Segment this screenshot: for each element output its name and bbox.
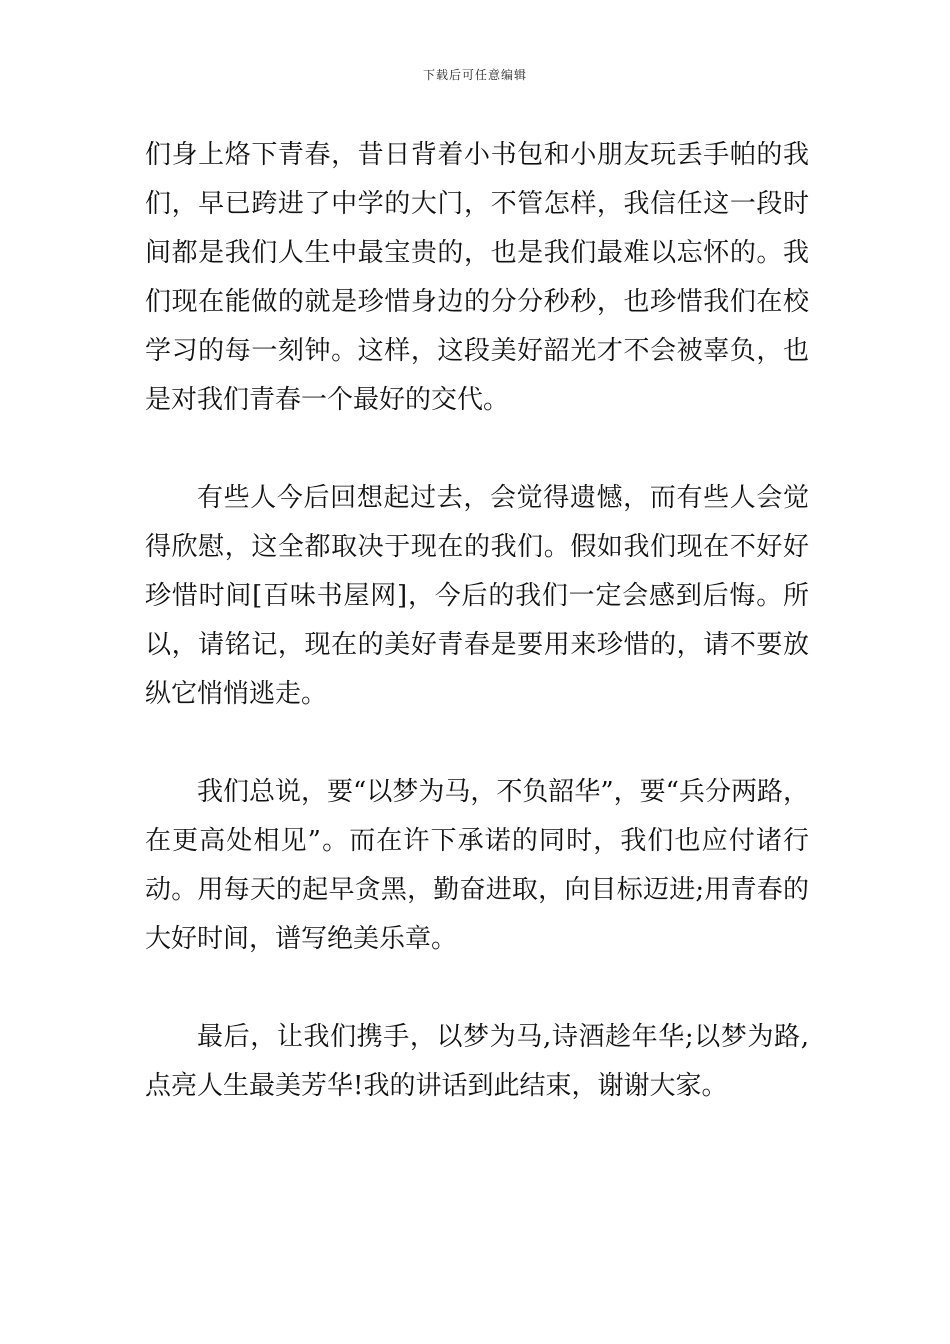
paragraph-2: 有些人今后回想起过去，会觉得遗憾，而有些人会觉得欣慰，这全都取决于现在的我们。假如我们现在不好好珍惜时间[百味书屋网]，今后的我们一定会感到后悔。所以，请铭记，现在的美好青春是要用来珍惜的，请不要放纵它悄悄逃走。	[145, 483, 809, 709]
paragraph-1: 们身上烙下青春，昔日背着小书包和小朋友玩丢手帕的我们，早已跨进了中学的大门，不管怎样，我信任这一段时间都是我们人生中最宝贵的，也是我们最难以忘怀的。我们现在能做的就是珍惜身边的分分秒秒，也珍惜我们在校学习的每一刻钟。这样，这段美好韶光才不会被辜负，也是对我们青春一个最好的交代。	[145, 140, 809, 415]
page-header: 下载后可任意编辑	[422, 68, 527, 82]
paragraph-3: 我们总说，要“以梦为马，不负韶华”，要“兵分两路，在更高处相见”。而在许下承诺的同时，我们也应付诸行动。用每天的起早贪黑，勤奋进取，向目标迈进;用青春的大好时间，谱写绝美乐章。	[145, 777, 809, 954]
document-body	[145, 131, 809, 1160]
paragraph-4: 最后，让我们携手，以梦为马,诗酒趁年华;以梦为路,点亮人生最美芳华!我的讲话到此结束，谢谢大家。	[145, 1022, 809, 1101]
